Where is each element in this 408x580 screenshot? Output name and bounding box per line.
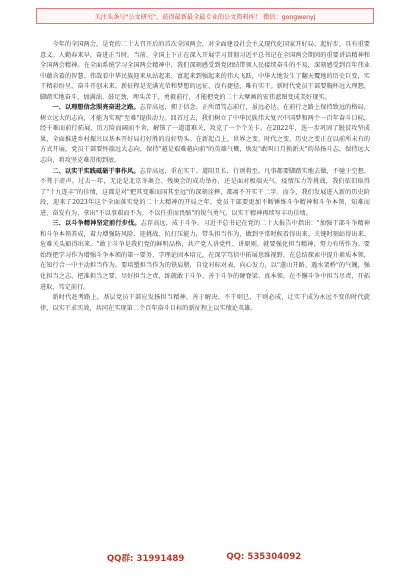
paragraph-conclusion: 新时代赶考路上，基层党员干部应发扬担当精神，善于解决、不干则已，干则必成，让实干成为永远不变的时代旋律，以实干求实效，共同在实现第二个百年奋斗目标的新征程上以实绩论英雄。 [40,294,370,312]
footer-contact [0,552,408,566]
paragraph-section-2: 二、以实干实践砥砺干事作风。志存高远，重在实干。道阻且长，行则将至。凡事都要脚踏实地去做，不驰于空想，不骛于虚声。过去一年，无论是北京冬奥会、残奥会的成功举办，还是面对极端天气、疫情压力等挑战，我们依旧取得了"十九连丰"的佳绩，这都是对"把其变难而国其至远"的深刻诠释，都离不开实干二字。而今，我们发展进入新的历史阶段，迎来了2023年这个全面落实党的二十大精神的开局之年，党员干部要更加不断锤炼斗争精神和斗争本领，知难而进、奋发有为，拿出"不以事艰而不为，不以任重而畏缩"的锐气勇气，以实干精神再续写丰功佳绩。 [40,167,370,217]
qq-group-text: QQ群: 31991489 [106,554,185,564]
paragraph-intro: 今年的全国两会，是党的二十大召开后的首次全国两会，对全面建设社会主义现代化国家开好局、起好步，具有重要意义。人勤春来早，奋进正当时。当前，全国上下正在深入开展学习贯彻习近平总书记在全国两会期间的重要讲话精神和全国两会精神。在全面系统学习全国两会精神中，我们深刻感受到党团结带领人民接续奋斗的不易，深刻感受到百年伟业中蕴含着的智慧。伟哉看中华民族迎来从站起来、富起来到强起来的伟大飞跃，中华大地发生了翻天覆地的历史巨变，实干精彩纷呈，奋斗开创未来。新征程是充满光荣和梦想的远征，没有捷径，唯有实干。新时代党员干部要胸怀远大理想，脚踏实地奋斗，加满油、鼓足劲，埋头苦干，勇毅前行，才能把党的二十大擘画的宏伟蓝图变成美好现实。 [40,41,370,101]
document-body [40,40,370,548]
banner-text: 关注头条号"公文研究"，获得最新最全最专业的公文资料库！ 微信：gongwenyj [94,13,316,21]
section-heading: 二、以实干实践砥砺干事作风。 [52,167,140,175]
paragraph-section-3: 三、以斗争精神坚定前行步伐。志存高远，成于斗争。习近平总书记在党的二十大报告中指出："加强干部斗争精神和斗争本领养成，着力增强防风险、迎挑战、抗打压能力，带头担当作为，做到平常时候看得出来、关键时刻站得出来、危难关头豁得出来。"敢于斗争是我们党的鲜明品格，共产党人讲党性、讲原则，就要强化担当精神，努力有所作为。要始终把学习作为增强斗争本领的第一要务，学理论固本培元，在深学笃信中拓展思维视野，在总结探索中提升素质本领，在知行合一中主动担当作为。要培塑担当作为的铁肩膀，自觉对标对表、向心发力，以"遂山开路、遇水架桥"的气魄，强化担当之志、把准担当之要、尽好担当之责，练就敢于斗争、善于斗争的硬脊梁、真本领。在不懈斗争中担当尽责，开拓进取，笃定前行。 [40,220,370,291]
section-heading: 三、以斗争精神坚定前行步伐。 [52,220,141,228]
paragraph-section-1: 一、以理想信念照亮奋进之路。志存高远，拥于信念。正所谓笃志前行，虽远必达。在前行之路上保持致远的格局，树立远大的志向，才能为实现"至难"提供动力。回首过去，我们树立了中华民族伟大复兴中国梦和两个一百年奋斗目标，经千难而前行拓展、历万险而阔而不舍，解锁了一道道难关，攻克了一个个关卡。在2022年，迭一步巩固了脱贫攻坚成果，全面推进乡村振兴以基本开好局打好胜的良好势头。在新起点上，世界之变、时代之变、历史之变正在以前所未有的方式开展，党员干部要怀揣远大志向，保持"越是艰难越向前"的英雄气概，焕发"敢叫日月换新天"的昂扬斗志，保持远大志向，将攻坚克难贯彻到底。 [40,104,370,165]
section-heading: 一、以理想信念照亮奋进之路。 [52,104,140,112]
header-banner [36,8,374,24]
qq-number-text: QQ: 535304092 [226,552,302,562]
